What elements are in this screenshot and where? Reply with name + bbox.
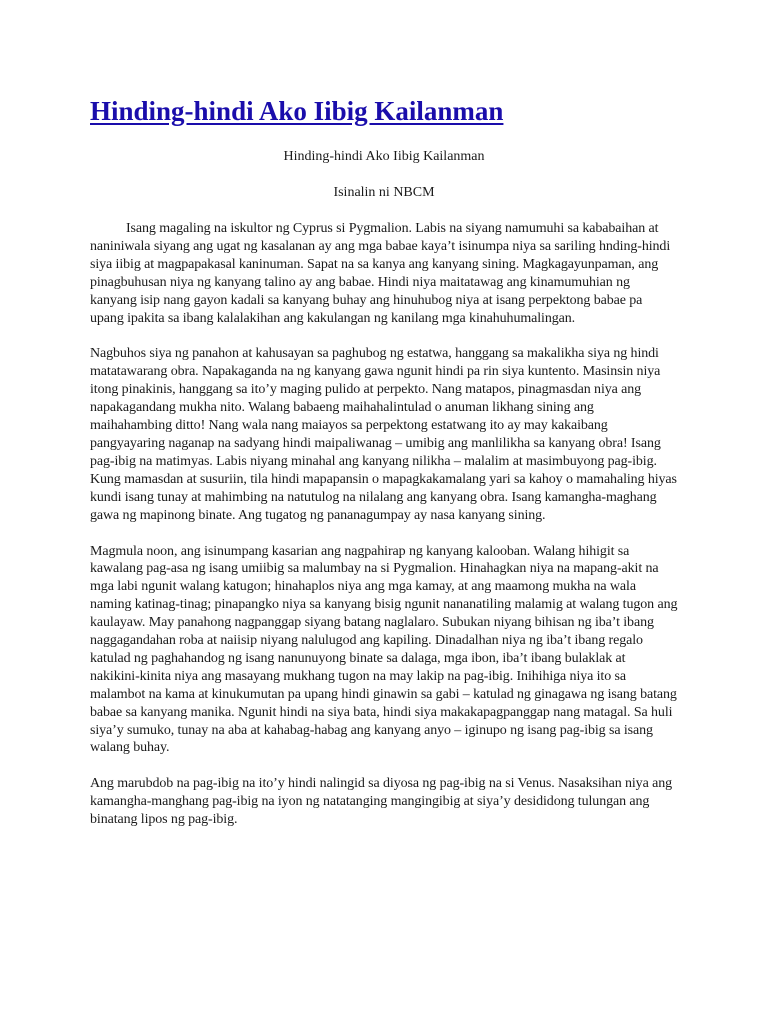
document-page <box>90 94 678 847</box>
paragraph-4: Ang marubdob na pag-ibig na ito’y hindi nalingid sa diyosa ng pag-ibig na si Venus. Nasaksihan niya ang kamangha-manghang pag-ibig na iyon ng natatanging mangingibig at siya’y desididong tulungan ang binatang lipos ng pag-ibig. <box>90 776 673 828</box>
document-subtitle: Hinding-hindi Ako Iibig Kailanman <box>283 149 485 164</box>
translator-credit: Isinalin ni NBCM <box>333 185 435 200</box>
paragraph-2: Nagbuhos siya ng panahon at kahusayan sa paghubog ng estatwa, hanggang sa makalikha siya ng hindi matatawarang obra. Napakaganda na ng kanyang gawa ngunit hindi pa rin siya kuntento. Masinsin niya itong pinakinis, hanggang sa ito’y maging pulido at perpekto. Nang matapos, pinagmasdan niya ang napakagandang mukha nito. Walang babaeng maihahalintulad o anuman likhang sining ang maihahambing ditto! Nang wala nang maiayos sa perpektong estatwang ito ay may kakaibang pangyayaring naganap na sadyang hindi maipaliwanag – umibig ang manlilikha sa kanyang obra! Isang pag-ibig na matimyas. Labis niyang minahal ang kanyang nilikha – malalim at masimbuyong pag-ibig. Kung mamasdan at susuriin, tila hindi mapapansin o mapagkakamalang yari sa kahoy o mamahaling hiyas kundi isang tunay at mahimbing na natutulog na nilalang ang kanyang obra. Isang kamangha-maghang gawa ng mapinong binate. Ang tugatog ng pananagumpay ay nasa kanyang sining. <box>90 346 677 523</box>
document-title-link[interactable]: Hinding-hindi Ako Iibig Kailanman <box>90 96 504 126</box>
paragraph-3: Magmula noon, ang isinumpang kasarian ang nagpahirap ng kanyang kalooban. Walang hihigit sa kawalang pag-asa ng isang umiibig sa malumbay na si Pygmalion. Hinahagkan niya na mapang-akit na mga labi ngunit walang katugon; hinahaplos niya ang mga kamay, at ang maamong mukha na wala naming katinag-tinag; pinapangko niya sa kanyang bisig ngunit nananatiling malamig at walang tugon ang kaulayaw. May panahong nagpanggap siyang batang naglalaro. Subukan niyang bihisan ng iba’t ibang naggagandahan roba at naiisip niyang nalulugod ang kapiling. Dinadalhan niya ng iba’t ibang regalo katulad ng paghahandog ng isang nanunuyong binate sa dalaga, mga ibon, iba’t ibang bulaklak at nakikini-kinita niya ang masayang mukhang tugon na may lakip na pag-ibig. Inihihiga niya ito sa malambot na kama at kinukumutan pa upang hindi ginawin sa gabi – katulad ng ginagawa ng isang batang babae sa kanyang manika. Ngunit hindi na siya bata, hindi siya makakapagpanggap nang matagal. Sa huli siya’y sumuko, tunay na aba at kahabag-habag ang kanyang anyo – iginupo ng isang pag-ibig sa isang walang buhay. <box>90 543 678 756</box>
paragraph-1: Isang magaling na iskultor ng Cyprus si Pygmalion. Labis na siyang namumuhi sa kababaihan at naniniwala siyang ang ugat ng kasalanan ay ang mga babae kaya’t isinumpa niya sa sariling hnding-hindi siya iibig at magpapakasal kaninuman. Sapat na sa kanya ang kanyang sining. Magkagayunpaman, ang pinagbuhusan niya ng kanyang talino ay ang babae. Hindi niya maitatawag ang kinamumuhian ng kanyang isip nang gayon kadali sa kanyang buhay ang hinuhubog niya at isang perpektong babae pa upang ipakita sa ibang kalalakihan ang kakulangan ng kanilang mga kinahuhumalingan. <box>90 221 671 326</box>
